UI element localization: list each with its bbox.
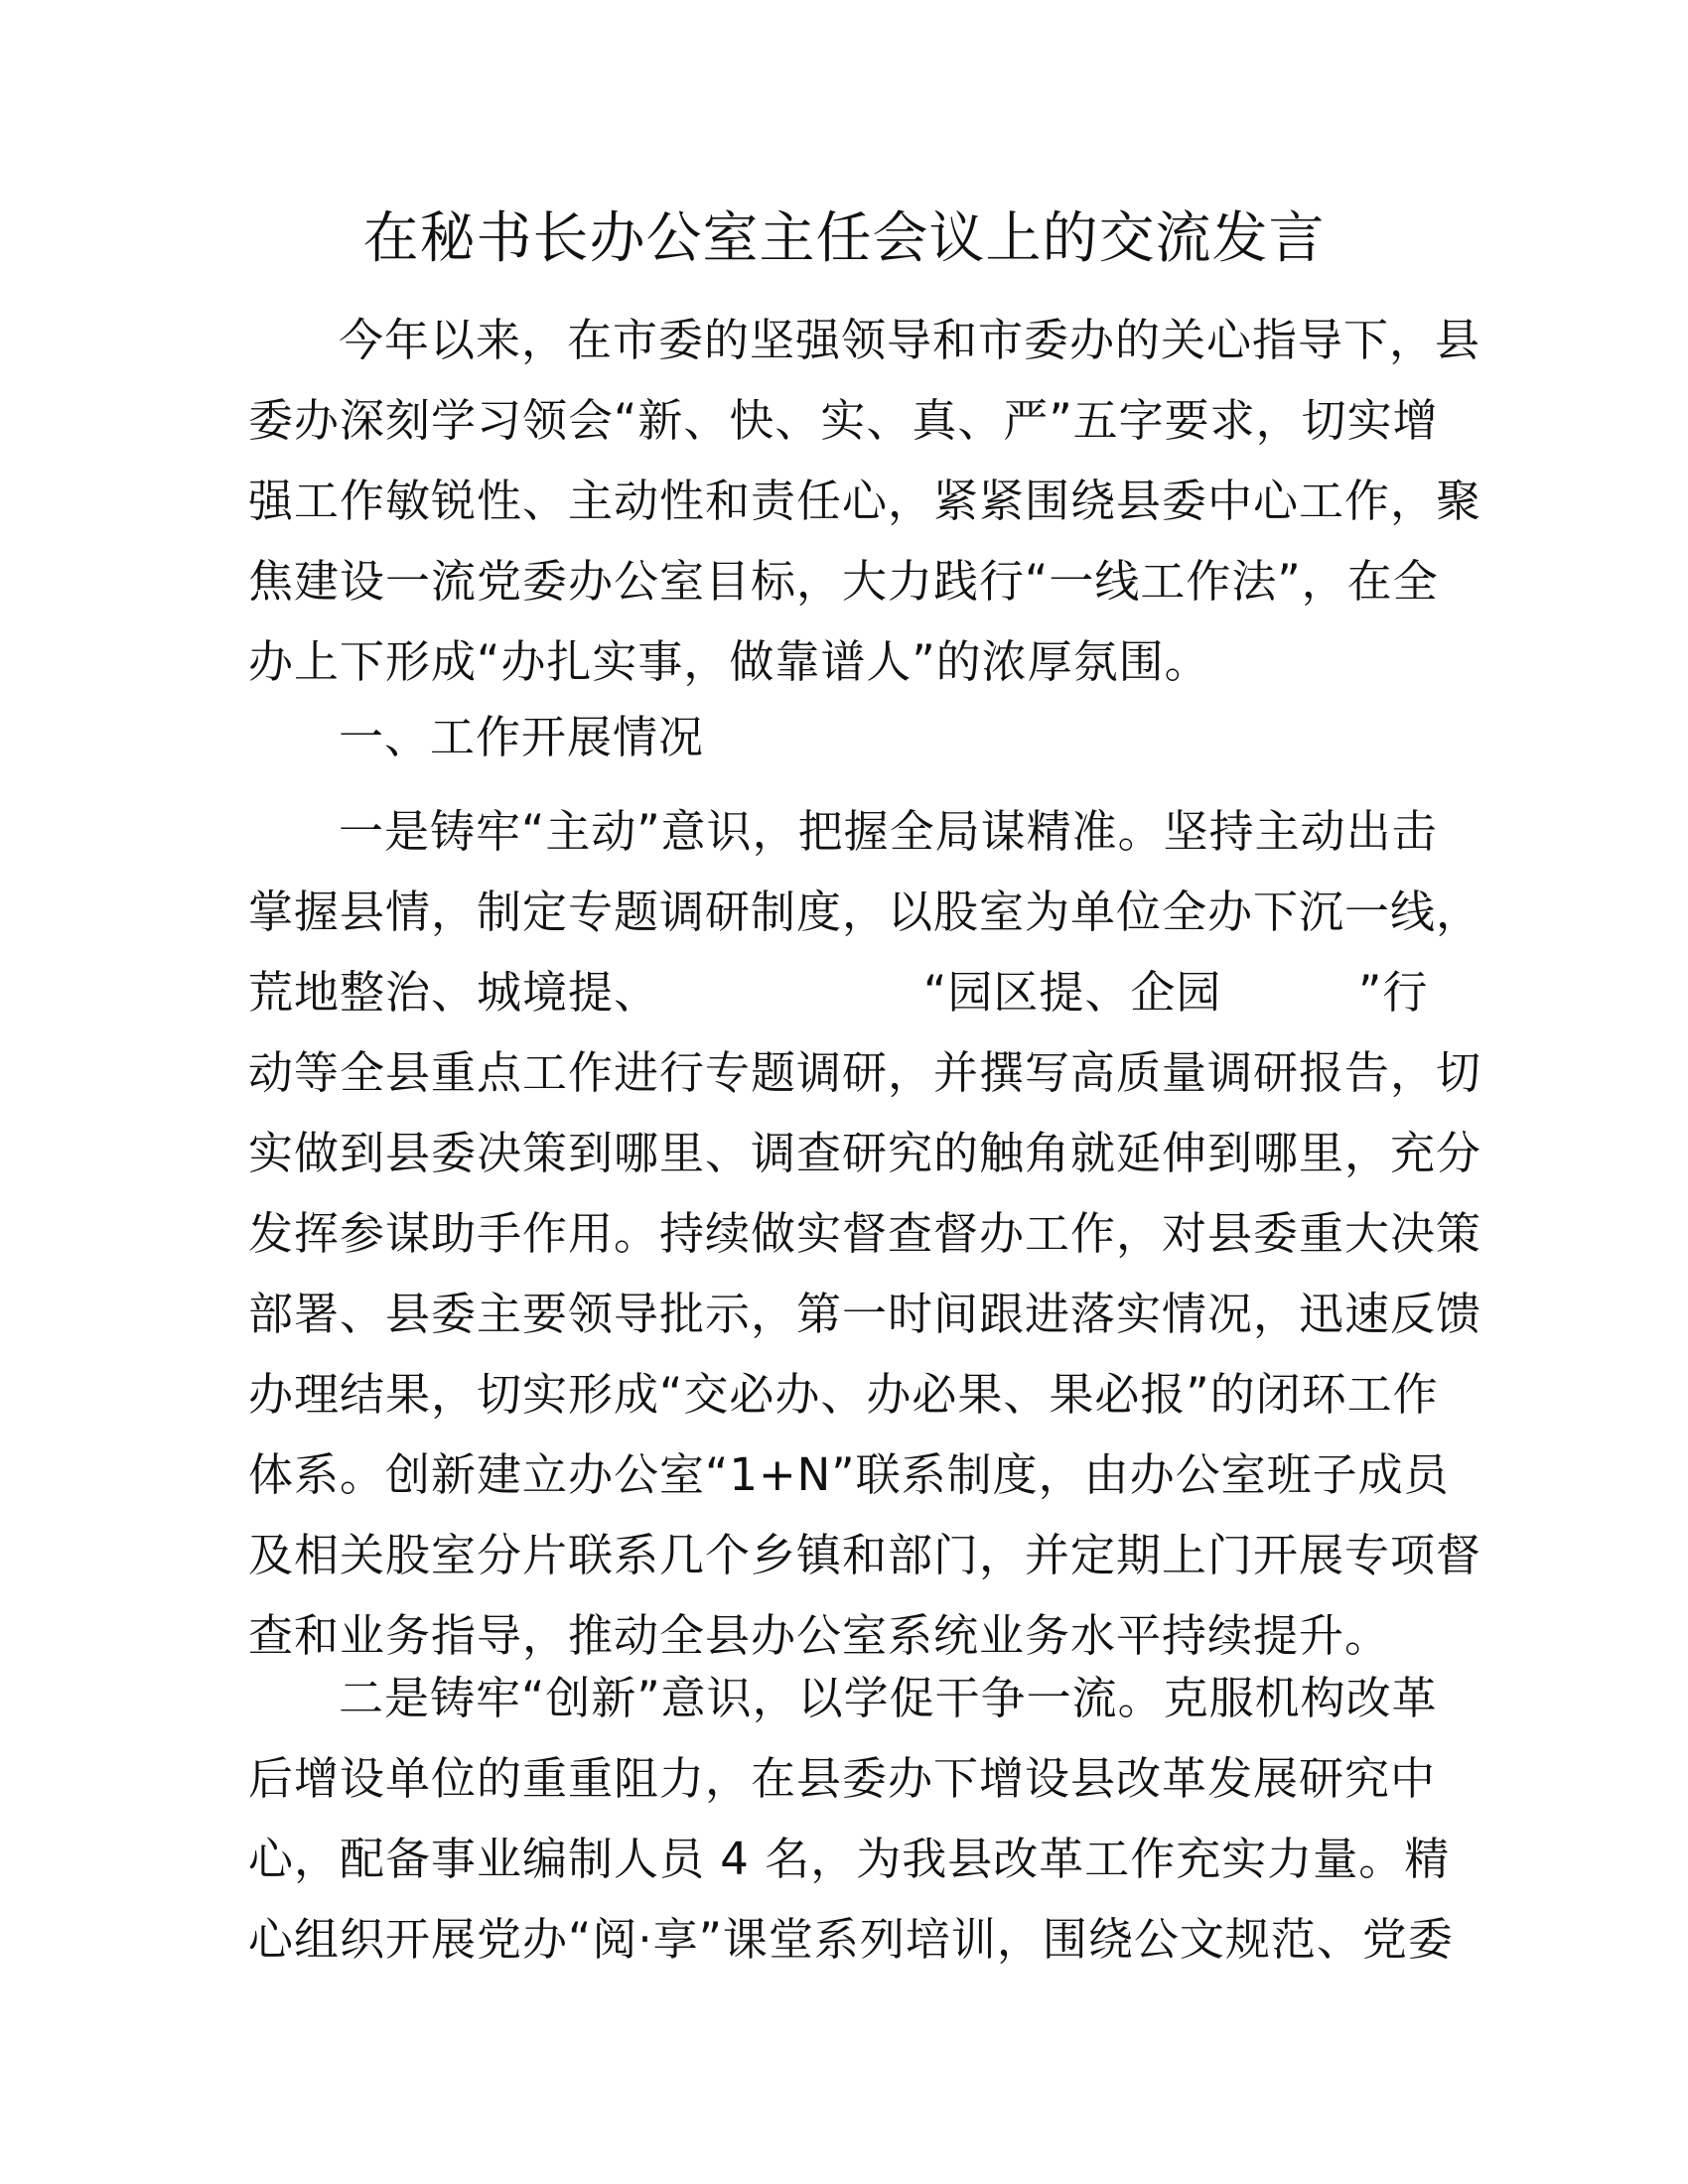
- paragraph-two: [248, 1658, 1454, 1979]
- paragraph-line: 二是铸牢“创新”意识，以学促干争一流。克服机构改革: [339, 1672, 1438, 1724]
- section-heading: 一、工作开展情况: [339, 711, 705, 763]
- paragraph-line: 动等全县重点工作进行专题调研，并撰写高质量调研报告，切: [248, 1046, 1482, 1099]
- paragraph-line: 实做到县委决策到哪里、调查研究的触角就延伸到哪里，充分: [248, 1127, 1482, 1179]
- line-fragment: “园区提、企园: [923, 966, 1222, 1019]
- paragraph-line: 体系。创新建立办公室“1+N”联系制度，由办公室班子成员: [248, 1448, 1450, 1501]
- paragraph-line: 掌握县情，制定专题调研制度，以股室为单位全办下沉一线，: [248, 886, 1482, 938]
- paragraph-line: 委办深刻学习领会“新、快、实、真、严”五字要求，切实增: [248, 394, 1439, 447]
- paragraph-line: 及相关股室分片联系几个乡镇和部门，并定期上门开展专项督: [248, 1529, 1482, 1581]
- paragraph-line: 查和业务指导，推动全县办公室系统业务水平持续提升。: [248, 1609, 1391, 1662]
- paragraph-line: 部署、县委主要领导批示，第一时间跟进落实情况，迅速反馈: [248, 1288, 1482, 1340]
- paragraph-one: [248, 791, 1482, 1676]
- intro-paragraph: [248, 300, 1482, 702]
- paragraph-line: 心组织开展党办“阅·享”课堂系列培训，围绕公文规范、党委: [248, 1913, 1454, 1966]
- paragraph-line-with-gaps: [248, 952, 1435, 1032]
- line-fragment: ”行: [1358, 966, 1429, 1019]
- paragraph-line: 发挥参谋助手作用。持续做实督查督办工作，对县委重大决策: [248, 1207, 1482, 1260]
- paragraph-line: 一是铸牢“主动”意识，把握全局谋精准。坚持主动出击: [339, 805, 1438, 858]
- paragraph-line: 办上下形成“办扎实事，做靠谱人”的浓厚氛围。: [248, 635, 1210, 688]
- paragraph-line: 心，配备事业编制人员 4 名，为我县改革工作充实力量。精: [248, 1833, 1451, 1885]
- line-fragment: 荒地整治、城境提、: [248, 966, 660, 1019]
- paragraph-line: 后增设单位的重重阻力，在县委办下增设县改革发展研究中: [248, 1752, 1437, 1805]
- paragraph-line: 焦建设一流党委办公室目标，大力践行“一线工作法”，在全: [248, 555, 1439, 608]
- section-heading-block: [248, 697, 1435, 777]
- paragraph-line: 今年以来，在市委的坚强领导和市委办的关心指导下，县: [339, 314, 1481, 366]
- paragraph-line: 办理结果，切实形成“交必办、办必果、果必报”的闭环工作: [248, 1368, 1439, 1421]
- page-title: 在秘书长办公室主任会议上的交流发言: [362, 206, 1326, 271]
- paragraph-line: 强工作敏锐性、主动性和责任心，紧紧围绕县委中心工作，聚: [248, 475, 1482, 527]
